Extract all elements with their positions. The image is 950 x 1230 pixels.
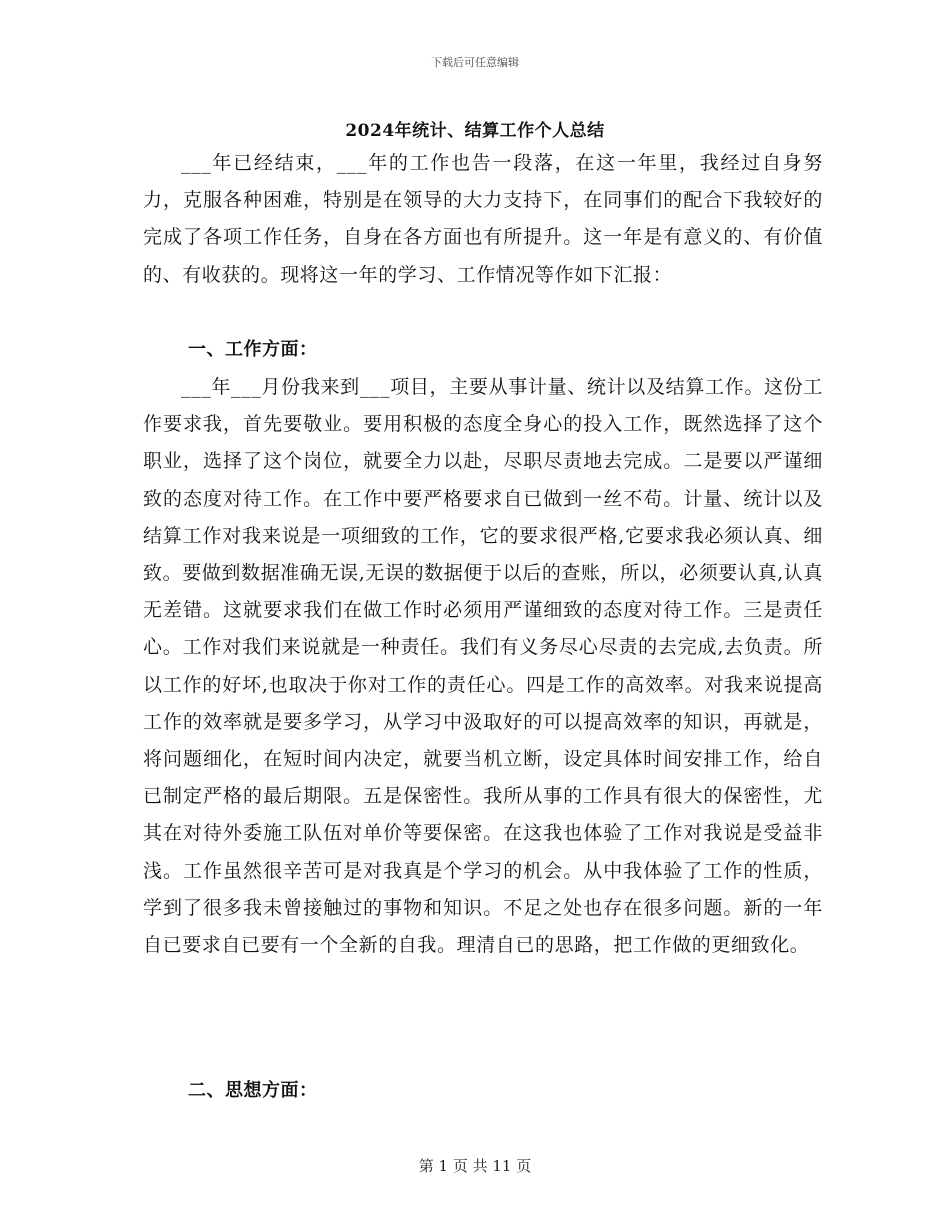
intro-section (143, 145, 823, 294)
section-heading-work: 一、工作方面： (188, 339, 318, 360)
download-note: 下载后可任意编辑 (431, 56, 519, 69)
intro-paragraph: ___年已经结束，___年的工作也告一段落，在这一年里，我经过自身努力，克服各种困难，特别是在领导的大力支持下，在同事们的配合下我较好的完成了各项工作任务，自身在各方面也有所提升。这一年是有意义的、有价值的、有收获的。现将这一年的学习、工作情况等作如下汇报： (143, 152, 823, 286)
section-heading-thought: 二、思想方面： (188, 1080, 318, 1101)
work-section (143, 369, 823, 964)
document-title: 2024年统计、结算工作个人总结 (345, 121, 605, 141)
work-paragraph: ___年___月份我来到___项目，主要从事计量、统计以及结算工作。这份工作要求我，首先要敬业。要用积极的态度全身心的投入工作，既然选择了这个职业，选择了这个岗位，就要全力以赴，尽职尽责地去完成。二是要以严谨细致的态度对待工作。在工作中要严格要求自已做到一丝不苟。计量、统计以及结算工作对我来说是一项细致的工作，它的要求很严格,它要求我必须认真、细致。要做到数据准确无误,无误的数据便于以后的查账，所以，必须要认真,认真无差错。这就要求我们在做工作时必须用严谨细致的态度对待工作。三是责任心。工作对我们来说就是一种责任。我们有义务尽心尽责的去完成,去负责。所以工作的好坏,也取决于你对工作的责任心。四是工作的高效率。对我来说提高工作的效率就是要多学习，从学习中汲取好的可以提高效率的知识，再就是，将问题细化，在短时间内决定，就要当机立断，设定具体时间安排工作，给自已制定严格的最后期限。五是保密性。我所从事的工作具有很大的保密性，尤其在对待外委施工队伍对单价等要保密。在这我也体验了工作对我说是受益非浅。工作虽然很辛苦可是对我真是个学习的机会。从中我体验了工作的性质，学到了很多我未曾接触过的事物和知识。不足之处也存在很多问题。新的一年自已要求自已要有一个全新的自我。理清自已的思路，把工作做的更细致化。 (143, 376, 823, 957)
page-number: 第 1 页 共 11 页 (418, 1157, 532, 1175)
